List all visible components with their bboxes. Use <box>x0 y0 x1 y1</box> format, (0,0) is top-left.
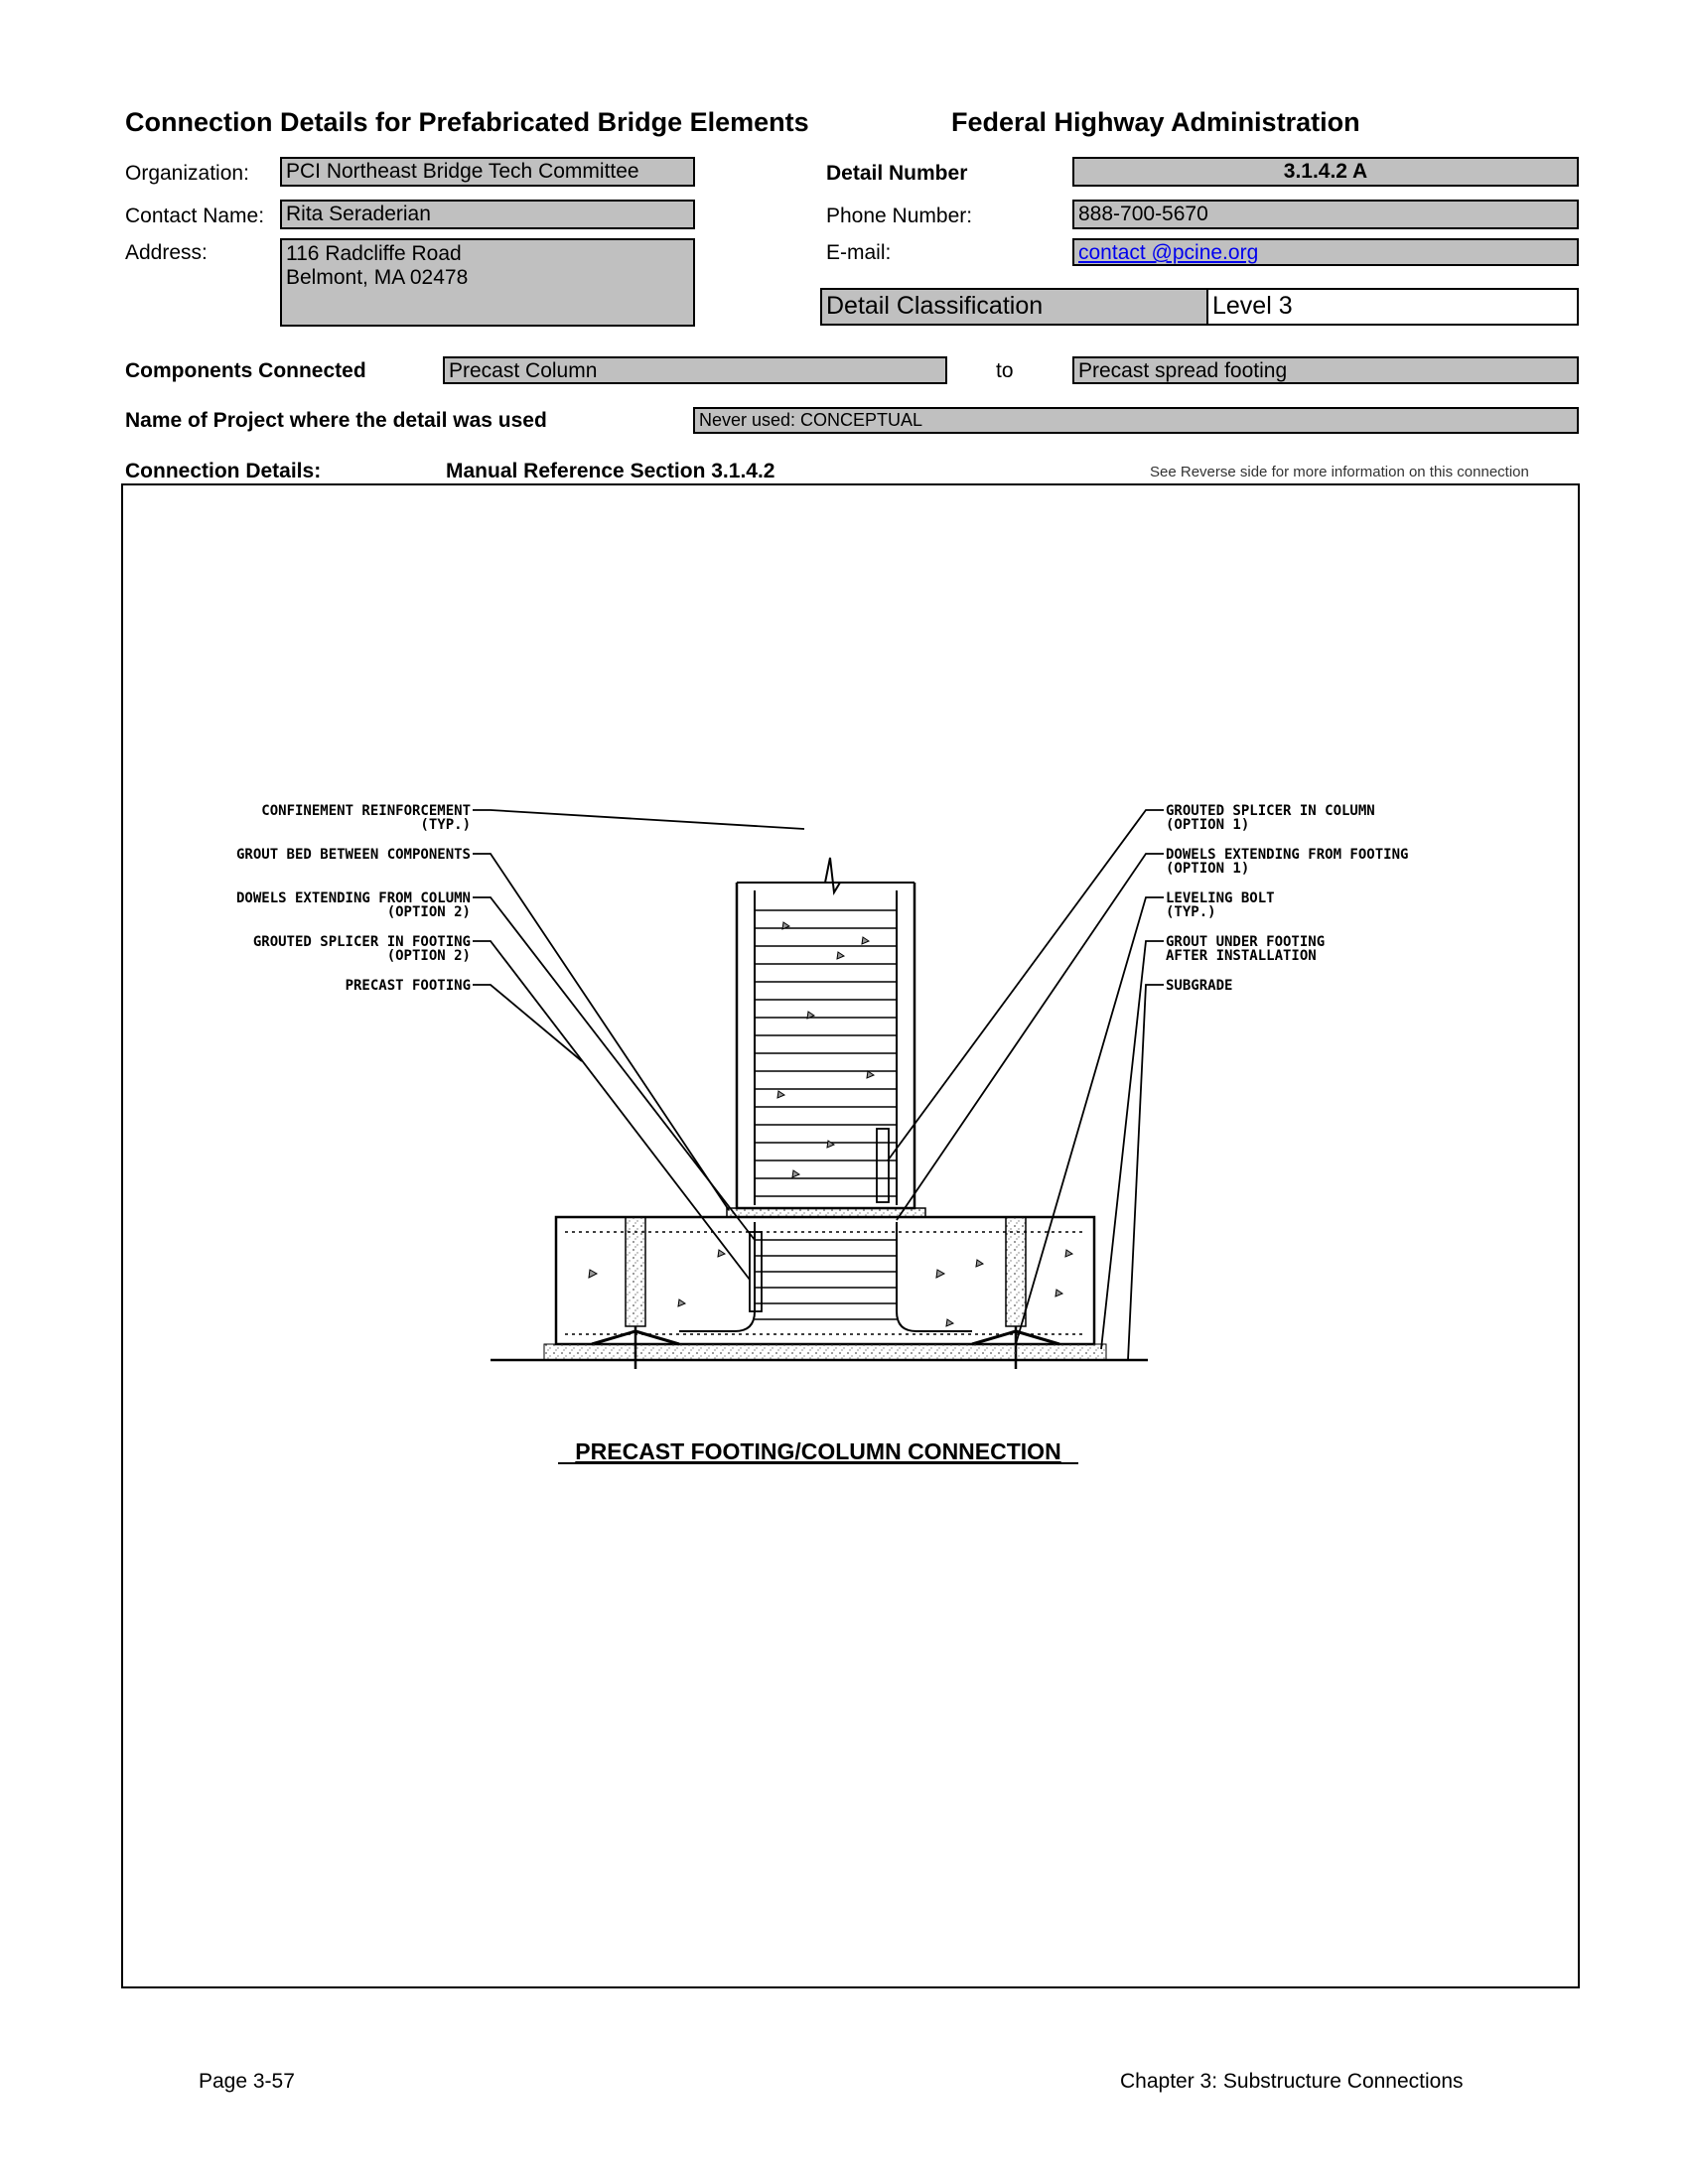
project-name-field: Never used: CONCEPTUAL <box>693 407 1579 434</box>
connection-drawing <box>123 485 1578 1986</box>
project-name-label: Name of Project where the detail was used <box>125 409 547 432</box>
label-grout-under-footing-sub: AFTER INSTALLATION <box>1166 948 1317 964</box>
label-dowels-from-column: DOWELS EXTENDING FROM COLUMN <box>235 890 471 906</box>
address-line-2: Belmont, MA 02478 <box>286 266 469 289</box>
connection-details-label: Connection Details: <box>125 460 322 482</box>
left-labels <box>236 803 471 994</box>
label-grouted-splicer-column-sub: (OPTION 1) <box>1166 817 1250 833</box>
right-labels <box>1166 803 1408 994</box>
grout-bed <box>727 1208 925 1217</box>
label-precast-footing: PRECAST FOOTING <box>345 978 471 994</box>
precast-column <box>737 858 914 1208</box>
detail-classification-box <box>820 288 1579 326</box>
label-leveling-bolt-sub: (TYP.) <box>1166 904 1216 920</box>
to-label: to <box>996 359 1014 382</box>
label-leveling-bolt: LEVELING BOLT <box>1166 890 1275 906</box>
agency-title: Federal Highway Administration <box>951 107 1360 137</box>
leader-lines <box>473 810 1164 1360</box>
label-subgrade: SUBGRADE <box>1166 978 1233 994</box>
email-field <box>1072 238 1579 266</box>
label-dowels-from-footing-sub: (OPTION 1) <box>1166 861 1250 877</box>
reverse-side-note: See Reverse side for more information on this connection <box>1150 464 1529 480</box>
label-grout-bed: GROUT BED BETWEEN COMPONENTS <box>235 847 471 863</box>
label-grouted-splicer-footing-sub: (OPTION 2) <box>386 948 471 964</box>
label-grouted-splicer-footing: GROUTED SPLICER IN FOOTING <box>252 934 471 950</box>
address-field <box>280 238 695 327</box>
email-link[interactable]: contact @pcine.org <box>1078 241 1259 264</box>
address-line-1: 116 Radcliffe Road <box>286 242 462 265</box>
classification-value: Level 3 <box>1212 292 1293 320</box>
label-grout-under-footing: GROUT UNDER FOOTING <box>1166 934 1326 950</box>
page-number: Page 3-57 <box>199 2070 295 2093</box>
address-label: Address: <box>125 241 208 264</box>
contact-name-field: Rita Seraderian <box>280 200 695 229</box>
component-to-field: Precast spread footing <box>1072 356 1579 384</box>
label-confinement-reinforcement-sub: (TYP.) <box>420 817 471 833</box>
email-label: E-mail: <box>826 241 892 264</box>
organization-field: PCI Northeast Bridge Tech Committee <box>280 157 695 187</box>
classification-label: Detail Classification <box>822 290 1208 324</box>
phone-field: 888-700-5670 <box>1072 200 1579 229</box>
drawing-frame <box>121 483 1580 1988</box>
detail-number-field: 3.1.4.2 A <box>1072 157 1579 187</box>
grout-under-footing <box>544 1344 1106 1360</box>
components-connected-label: Components Connected <box>125 359 366 382</box>
chapter-title: Chapter 3: Substructure Connections <box>1120 2070 1464 2093</box>
drawing-caption: PRECAST FOOTING/COLUMN CONNECTION <box>575 1438 1061 1464</box>
phone-label: Phone Number: <box>826 205 973 227</box>
label-dowels-from-footing: DOWELS EXTENDING FROM FOOTING <box>1166 847 1409 863</box>
contact-name-label: Contact Name: <box>125 205 265 227</box>
document-title: Connection Details for Prefabricated Bridge Elements <box>125 107 809 137</box>
label-confinement-reinforcement: CONFINEMENT REINFORCEMENT <box>261 803 471 819</box>
component-from-field: Precast Column <box>443 356 947 384</box>
detail-number-label: Detail Number <box>826 162 968 185</box>
label-grouted-splicer-column: GROUTED SPLICER IN COLUMN <box>1166 803 1375 819</box>
organization-label: Organization: <box>125 162 249 185</box>
label-dowels-from-column-sub: (OPTION 2) <box>386 904 471 920</box>
manual-reference: Manual Reference Section 3.1.4.2 <box>446 460 775 482</box>
